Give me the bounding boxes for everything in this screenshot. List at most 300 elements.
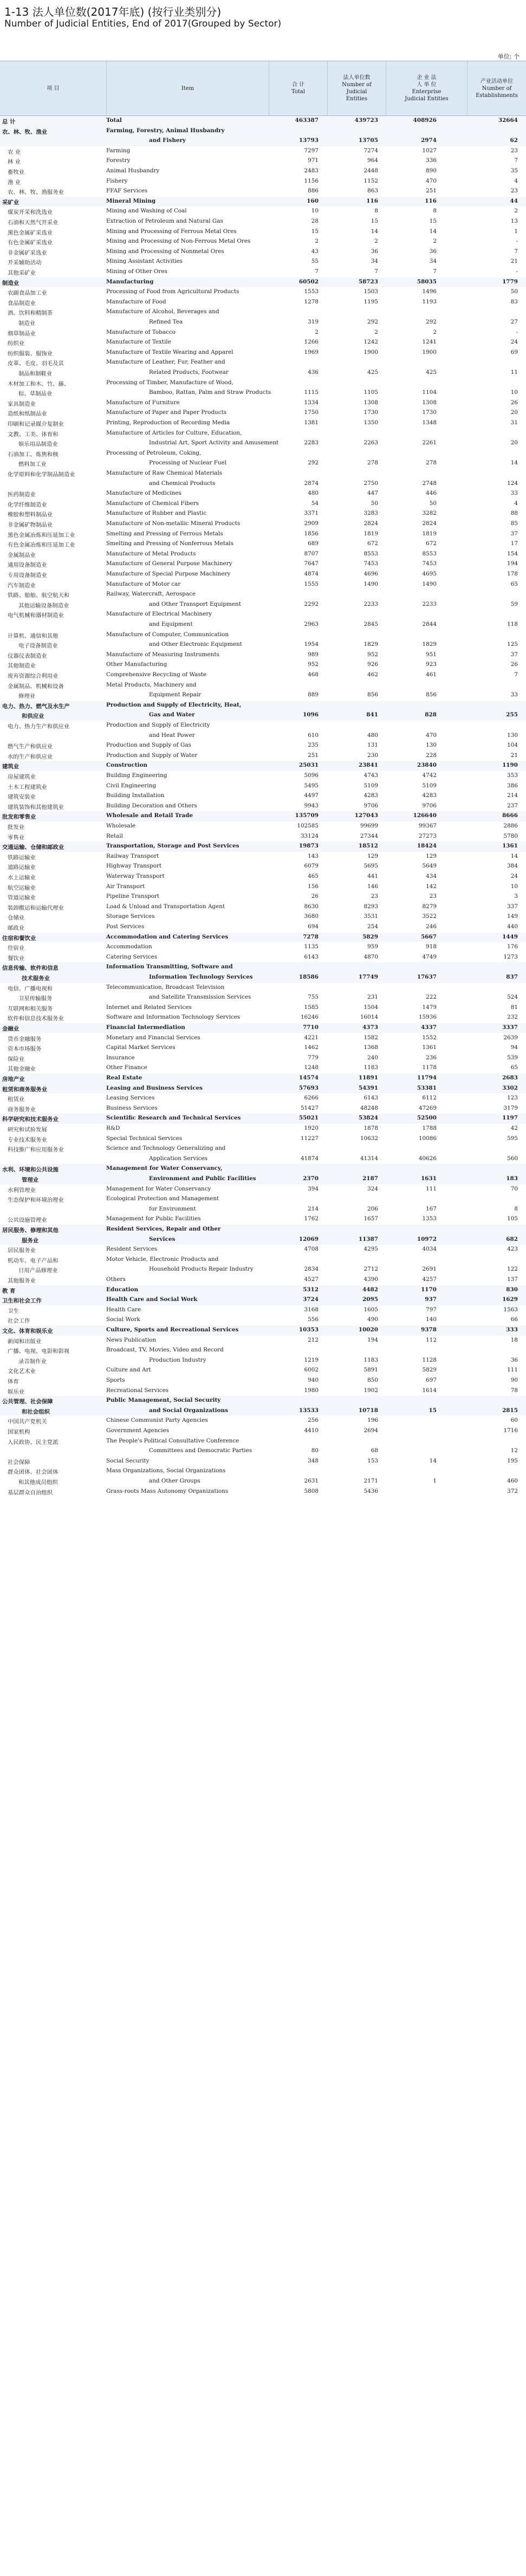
value-total: 15 <box>311 228 319 235</box>
row-label-cn: 金属制品、机械和设备 <box>8 683 64 690</box>
value-enterprise-entities: 2 <box>433 238 437 245</box>
value-judicial-entities: 1878 <box>363 1125 378 1131</box>
value-establishments: 13 <box>510 218 518 224</box>
value-total: 5808 <box>304 1487 319 1494</box>
value-judicial-entities: 1582 <box>363 1034 378 1041</box>
value-enterprise-entities: 15 <box>429 218 437 224</box>
value-judicial-entities: 48248 <box>360 1104 378 1111</box>
row-label-cn-cont: 燃料加工业 <box>18 461 47 468</box>
value-total: 1750 <box>304 409 319 416</box>
row-label-en: Manufacture of Medicines <box>106 490 181 497</box>
value-enterprise-entities: 1193 <box>422 298 437 305</box>
table-row <box>0 519 526 529</box>
value-enterprise-entities: 7453 <box>422 560 437 567</box>
table-section-row <box>0 1285 526 1296</box>
row-label-en: Processing of Timber, Manufacture of Wood, <box>106 379 233 386</box>
value-judicial-entities: 1308 <box>363 399 378 406</box>
value-judicial-entities: 231 <box>367 994 378 1001</box>
row-label-en: Management for Public Facilities <box>106 1215 201 1222</box>
row-label-en: Social Security <box>106 1457 150 1464</box>
value-establishments: 183 <box>506 1175 518 1182</box>
value-establishments: 35 <box>510 167 518 174</box>
row-label-cn: 纺织服装、服饰业 <box>8 350 53 357</box>
row-label-en: Business Services <box>106 1104 158 1111</box>
row-label-en: Mining Assistant Activities <box>106 258 183 265</box>
row-label-en: Manufacture of Metal Products <box>106 550 196 557</box>
table-section-row <box>0 811 526 821</box>
row-label-cn-cont: 其他运输设备制造业 <box>18 602 69 609</box>
row-label-en: Manufacture of Articles for Culture, Education, <box>106 429 242 436</box>
value-total: 33124 <box>300 832 319 839</box>
row-label-cn: 机动车、电子产品和 <box>8 1257 59 1264</box>
value-total: 9943 <box>304 802 319 809</box>
row-label-en: Retail <box>106 832 123 839</box>
value-enterprise-entities: 2233 <box>422 600 437 607</box>
table-title-chinese: 1-13 法人单位数(2017年底) (按行业类别分) <box>4 5 222 18</box>
row-label-en: Information Transmitting, Software and <box>106 963 233 970</box>
table-row <box>0 610 526 630</box>
value-total: 4497 <box>304 792 319 799</box>
value-total: 256 <box>308 1417 319 1424</box>
value-establishments: 24 <box>510 873 518 879</box>
value-total: 8630 <box>304 903 319 910</box>
row-label-en-cont: and Fishery <box>149 137 186 144</box>
value-total: 160 <box>307 197 319 204</box>
value-enterprise-entities: 446 <box>426 490 437 497</box>
row-label-cn: 基层群众自治组织 <box>8 1489 53 1496</box>
value-enterprise-entities: 99367 <box>418 823 437 829</box>
value-judicial-entities: 10632 <box>360 1135 378 1142</box>
value-enterprise-entities: 5109 <box>422 782 437 789</box>
value-total: 319 <box>308 318 319 325</box>
table-row <box>0 429 526 449</box>
row-label-cn-cont: 制造业 <box>18 320 36 327</box>
row-label-en: Railway, Watercraft, Aerospace <box>106 591 196 598</box>
header-enterprise-entities: 企 业 法 人 单 位 Enterprise Judicial Entities <box>386 61 467 115</box>
value-enterprise-entities: 23 <box>429 893 437 900</box>
value-judicial-entities: 8 <box>374 208 378 215</box>
table-row <box>0 922 526 933</box>
row-label-en-cont: and Heat Power <box>149 732 195 739</box>
table-row <box>0 307 526 327</box>
value-establishments: 595 <box>507 1135 518 1142</box>
row-label-en: Manufacture of Paper and Paper Products <box>106 409 227 416</box>
value-enterprise-entities: 116 <box>425 197 437 204</box>
row-label-cn: 中国共产党机关 <box>8 1419 47 1426</box>
row-label-cn: 黑色金属矿采选业 <box>8 229 53 236</box>
value-judicial-entities: 54391 <box>358 1084 378 1091</box>
row-label-cn: 农、林、牧、渔业 <box>2 128 48 135</box>
row-label-cn: 社会保障 <box>8 1459 30 1466</box>
table-row <box>0 358 526 378</box>
row-label-en: Mining of Other Ores <box>106 268 167 275</box>
value-judicial-entities: 230 <box>367 752 378 759</box>
value-establishments: 26 <box>510 661 518 668</box>
table-row <box>0 681 526 701</box>
value-total: 1156 <box>304 177 319 184</box>
value-total: 60502 <box>298 278 319 285</box>
row-label-en-cont: Related Products, Footwear <box>149 368 229 376</box>
table-row <box>0 348 526 358</box>
value-total: 10 <box>311 208 319 215</box>
row-label-cn: 渔 业 <box>8 179 21 186</box>
value-establishments: 85 <box>510 520 518 527</box>
value-total: 7710 <box>303 1024 319 1031</box>
value-establishments: 118 <box>507 620 518 627</box>
value-total: 4410 <box>304 1427 319 1434</box>
value-total: 1462 <box>304 1044 319 1051</box>
row-label-en: Farming <box>106 147 131 154</box>
value-enterprise-entities: 17637 <box>417 973 437 980</box>
row-label-cn: 广播、电视、电影和影视 <box>8 1348 70 1355</box>
row-label-cn: 公共设施管理业 <box>8 1217 47 1224</box>
value-enterprise-entities: 278 <box>426 459 437 467</box>
table-row <box>0 1093 526 1104</box>
row-label-cn: 研究和试验发展 <box>8 1127 47 1133</box>
row-label-cn: 非金属矿采选业 <box>8 249 47 256</box>
value-total: 6002 <box>304 1367 319 1374</box>
value-establishments: 14 <box>510 852 518 859</box>
value-total: 468 <box>308 671 319 678</box>
value-establishments: 44 <box>510 197 518 204</box>
row-label-en: Wholesale <box>106 823 136 829</box>
value-establishments: 83 <box>510 298 518 305</box>
row-label-en: Real Estate <box>106 1075 142 1081</box>
value-enterprise-entities: 130 <box>426 742 437 749</box>
table-row <box>0 902 526 912</box>
row-label-en-cont: Gas and Water <box>149 711 195 719</box>
value-enterprise-entities: 4337 <box>421 1024 437 1031</box>
row-label-cn: 货币金融服务 <box>8 1035 42 1043</box>
row-label-en: Accommodation and Catering Services <box>106 933 229 940</box>
value-enterprise-entities: 1829 <box>422 641 437 648</box>
table-row <box>0 499 526 509</box>
value-judicial-entities: 850 <box>367 1377 378 1383</box>
value-total: 7647 <box>304 560 319 567</box>
value-judicial-entities: 5109 <box>363 782 378 789</box>
row-label-cn-cont: 录音制作业 <box>18 1358 47 1365</box>
row-label-cn: 农副食品加工业 <box>8 290 47 297</box>
value-total: 1553 <box>304 288 319 295</box>
row-label-cn: 石油和天然气开采业 <box>8 219 59 226</box>
value-establishments: 3179 <box>503 1104 518 1111</box>
row-label-en-cont: Household Products Repair Industry <box>149 1266 254 1273</box>
row-label-cn: 电力、热力、燃气及水生产 <box>2 703 70 710</box>
table-row <box>0 1134 526 1144</box>
row-label-cn: 人民政协、民主党派 <box>8 1439 59 1446</box>
value-judicial-entities: 53824 <box>358 1115 378 1122</box>
row-label-en: Comprehensive Recycling of Waste <box>106 671 207 678</box>
header-total: 合 计 Total <box>269 61 327 115</box>
row-label-cn: 水利管理业 <box>8 1187 36 1194</box>
table-section-row <box>0 842 526 852</box>
value-judicial-entities: 1242 <box>363 339 378 346</box>
value-establishments: 69 <box>510 348 518 355</box>
value-enterprise-entities: 1730 <box>422 409 437 416</box>
row-label-cn: 居民服务业 <box>8 1247 36 1254</box>
row-label-en-cont: and Other Transport Equipment <box>149 600 241 607</box>
row-label-cn: 铁路、船舶、航空航天和 <box>8 592 70 599</box>
value-judicial-entities: 1829 <box>363 641 378 648</box>
table-row <box>0 559 526 569</box>
value-total: 348 <box>308 1457 319 1464</box>
table-row <box>0 1376 526 1386</box>
table-row <box>0 1194 526 1214</box>
table-row <box>0 650 526 661</box>
row-label-en: Manufacture of Measuring Instruments <box>106 651 219 658</box>
row-label-cn-cont: 技术服务业 <box>22 975 50 982</box>
table-row <box>0 1124 526 1134</box>
value-establishments: 1 <box>514 228 518 235</box>
value-establishments: 23 <box>510 147 518 154</box>
row-label-cn: 房屋建筑业 <box>8 774 36 780</box>
value-total: 16246 <box>300 1014 319 1021</box>
row-label-en: Forestry <box>106 157 131 164</box>
value-total: 4874 <box>304 571 319 577</box>
value-total: 971 <box>308 157 319 164</box>
table-row <box>0 569 526 580</box>
value-establishments: 5780 <box>503 832 518 839</box>
value-enterprise-entities: 697 <box>426 1377 437 1383</box>
value-establishments: 830 <box>506 1286 518 1293</box>
value-judicial-entities: 153 <box>367 1457 378 1464</box>
value-judicial-entities: 13705 <box>358 137 378 144</box>
value-total: 4221 <box>304 1034 319 1041</box>
row-label-cn: 社会工作 <box>8 1318 30 1325</box>
value-enterprise-entities: 5829 <box>422 1367 437 1374</box>
row-label-cn: 科学研究和技术服务业 <box>2 1116 59 1123</box>
value-enterprise-entities: 2824 <box>422 520 437 527</box>
table-row <box>0 449 526 469</box>
value-judicial-entities: 146 <box>367 883 378 890</box>
table-section-row <box>0 933 526 943</box>
value-total: 11227 <box>300 1135 319 1142</box>
row-label-cn: 建筑业 <box>2 763 20 771</box>
value-enterprise-entities: 856 <box>426 691 437 698</box>
value-establishments: 8666 <box>502 812 518 819</box>
value-enterprise-entities: 23840 <box>417 762 437 769</box>
header-establishments: 产业活动单位 Number of Establishments <box>467 61 526 115</box>
value-judicial-entities: 2187 <box>362 1175 378 1182</box>
value-total: 1954 <box>304 641 319 648</box>
row-label-en-cont: Production Industry <box>149 1356 206 1363</box>
value-total: 19873 <box>298 843 319 850</box>
value-total: 1248 <box>304 1064 319 1071</box>
table-title-english: Number of Judicial Entities, End of 2017(Grouped by Sector) <box>4 18 282 29</box>
row-label-cn: 资本市场服务 <box>8 1046 42 1053</box>
row-label-en: Manufacture of Furniture <box>106 399 180 406</box>
value-establishments: 149 <box>507 913 518 920</box>
row-label-en: Resident Services <box>106 1246 158 1253</box>
value-establishments: 1779 <box>502 278 518 285</box>
row-label-cn: 水利、环境和公共设施 <box>2 1167 59 1174</box>
table-row <box>0 1416 526 1426</box>
value-judicial-entities: 425 <box>367 368 378 376</box>
row-label-cn-cont: 卫星传输服务 <box>18 995 53 1002</box>
value-total: 25031 <box>298 762 319 769</box>
value-establishments: 1361 <box>502 843 518 850</box>
value-judicial-entities: 952 <box>367 651 378 658</box>
value-establishments: - <box>516 268 518 275</box>
row-label-cn: 化学纤维制造业 <box>8 501 47 508</box>
row-label-cn: 金属制品业 <box>8 552 36 559</box>
value-judicial-entities: 34 <box>371 258 378 265</box>
table-row <box>0 549 526 560</box>
value-judicial-entities: 462 <box>367 671 378 678</box>
row-label-cn: 互联网和相关服务 <box>8 1005 53 1012</box>
row-label-en: Building Engineering <box>106 772 167 779</box>
value-judicial-entities: 672 <box>367 540 378 547</box>
row-label-cn-cont: 管理业 <box>22 1176 39 1183</box>
row-label-en: Health Care and Social Work <box>106 1296 198 1303</box>
table-row <box>0 1013 526 1023</box>
value-establishments: 66 <box>510 1316 518 1323</box>
row-label-cn: 其他金融业 <box>8 1066 36 1073</box>
value-establishments: 130 <box>507 732 518 739</box>
row-label-en: Manufacture of Special Purpose Machinery <box>106 571 231 577</box>
table-row <box>0 247 526 257</box>
value-enterprise-entities: 236 <box>426 1054 437 1061</box>
value-establishments: 123 <box>507 1095 518 1102</box>
value-establishments: 4 <box>514 177 518 184</box>
row-label-cn: 邮政业 <box>8 925 25 931</box>
value-judicial-entities: 131 <box>367 742 378 749</box>
value-total: 1096 <box>303 711 319 719</box>
value-judicial-entities: 7 <box>374 268 378 275</box>
table-row <box>0 741 526 751</box>
value-judicial-entities: 292 <box>367 318 378 325</box>
row-label-en: Others <box>106 1276 126 1283</box>
value-enterprise-entities: 890 <box>426 167 437 174</box>
row-label-cn: 批发和零售业 <box>2 814 36 821</box>
value-total: 55021 <box>298 1115 319 1122</box>
row-label-en: Capital Market Services <box>106 1044 176 1051</box>
row-label-en: Production and Supply of Electricity <box>106 722 210 728</box>
value-judicial-entities: 196 <box>367 1417 378 1424</box>
row-label-en: Farming, Forestry, Animal Husbandry <box>106 127 225 134</box>
value-total: 235 <box>308 742 319 749</box>
row-label-cn: 总 计 <box>2 119 16 125</box>
row-label-cn: 畜牧业 <box>8 169 25 176</box>
row-label-en: Smelting and Pressing of Nonferrous Metals <box>106 540 233 547</box>
value-enterprise-entities: 4257 <box>422 1276 437 1283</box>
row-label-en: Manufacture of General Purpose Machinery <box>106 560 232 567</box>
value-establishments: 20 <box>510 409 518 416</box>
value-total: 1969 <box>304 348 319 355</box>
value-judicial-entities: 15 <box>371 218 378 224</box>
value-enterprise-entities: 425 <box>426 368 437 376</box>
row-label-cn: 零售业 <box>8 834 25 841</box>
table-row <box>0 287 526 297</box>
value-total: 51427 <box>300 1104 319 1111</box>
value-enterprise-entities: 27273 <box>418 832 437 839</box>
value-establishments: 1563 <box>503 1306 518 1313</box>
value-enterprise-entities: 140 <box>426 1316 437 1323</box>
value-establishments: 37 <box>510 530 518 537</box>
row-label-cn: 家具制造业 <box>8 400 36 407</box>
table-row <box>0 821 526 832</box>
value-judicial-entities: 2750 <box>363 480 378 487</box>
table-row <box>0 177 526 187</box>
value-total: 689 <box>308 540 319 547</box>
row-label-en: Culture, Sports and Recreational Services <box>106 1326 239 1333</box>
table-row <box>0 1144 526 1164</box>
row-label-cn: 信息传输、软件和信息 <box>2 965 59 972</box>
value-enterprise-entities: 14 <box>429 1457 437 1464</box>
value-enterprise-entities: 1496 <box>422 288 437 295</box>
row-label-cn: 住宿业 <box>8 945 25 952</box>
row-label-cn: 保险业 <box>8 1056 25 1063</box>
value-total: 2292 <box>304 600 319 607</box>
row-label-en-cont: Refined Tea <box>149 318 183 325</box>
row-label-cn: 文教、工美、体育和 <box>8 431 59 438</box>
row-label-en: Manufacture of Chemical Fibers <box>106 500 199 507</box>
value-total: 6079 <box>304 863 319 870</box>
value-establishments: 125 <box>507 641 518 648</box>
table-row <box>0 186 526 197</box>
value-judicial-entities: 7274 <box>363 147 378 154</box>
value-judicial-entities: 36 <box>371 248 378 255</box>
row-label-en: Mining and Washing of Coal <box>106 208 187 215</box>
row-label-en: Manufacture of Motor car <box>106 580 181 587</box>
value-enterprise-entities: 2748 <box>422 480 437 487</box>
row-label-en: Telecommunication, Broadcast Television <box>106 983 225 991</box>
table-row <box>0 1043 526 1053</box>
value-total: 4527 <box>304 1276 319 1283</box>
value-enterprise-entities: 34 <box>429 258 437 265</box>
row-label-en: Science and Technology Generalizing and <box>106 1145 226 1152</box>
value-judicial-entities: 116 <box>366 197 378 204</box>
row-label-cn-cont: 服务业 <box>22 1237 39 1244</box>
row-label-en: Grass-roots Mass Autonomy Organizations <box>106 1487 229 1494</box>
value-establishments: 23 <box>510 187 518 195</box>
value-total: 2874 <box>304 480 319 487</box>
row-label-en-cont: and Satellite Transmission Services <box>149 994 251 1001</box>
value-judicial-entities: 4482 <box>362 1286 378 1293</box>
row-label-en-cont: Services <box>149 1235 176 1242</box>
value-establishments: 104 <box>507 742 518 749</box>
value-enterprise-entities: 4283 <box>422 792 437 799</box>
value-enterprise-entities: 52500 <box>417 1115 437 1122</box>
value-judicial-entities: 2233 <box>363 600 378 607</box>
table-row <box>0 1214 526 1225</box>
value-total: 3724 <box>303 1296 319 1303</box>
value-judicial-entities: 18512 <box>358 843 378 850</box>
value-establishments: 237 <box>507 802 518 809</box>
value-judicial-entities: 7453 <box>363 560 378 567</box>
value-enterprise-entities: 1348 <box>422 419 437 426</box>
table-section-row <box>0 1295 526 1305</box>
table-row <box>0 832 526 842</box>
row-label-en-cont: Bamboo, Rattan, Palm and Straw Products <box>149 389 271 396</box>
table-section-row <box>0 962 526 982</box>
value-establishments: 560 <box>507 1155 518 1162</box>
value-establishments: 36 <box>510 1356 518 1363</box>
value-establishments: 10 <box>510 389 518 396</box>
row-label-cn: 造纸和纸制品业 <box>8 411 47 418</box>
value-judicial-entities: 23841 <box>358 762 378 769</box>
value-enterprise-entities: 36 <box>429 248 437 255</box>
value-establishments: 111 <box>507 1367 518 1374</box>
value-total: 54 <box>311 500 319 507</box>
value-total: 212 <box>308 1336 319 1343</box>
value-total: 57693 <box>298 1084 319 1091</box>
row-label-cn: 纺织业 <box>8 340 25 347</box>
value-establishments: 88 <box>510 510 518 517</box>
value-total: 1381 <box>304 419 319 426</box>
table-section-row <box>0 1164 526 1184</box>
value-establishments: 11 <box>510 368 518 376</box>
